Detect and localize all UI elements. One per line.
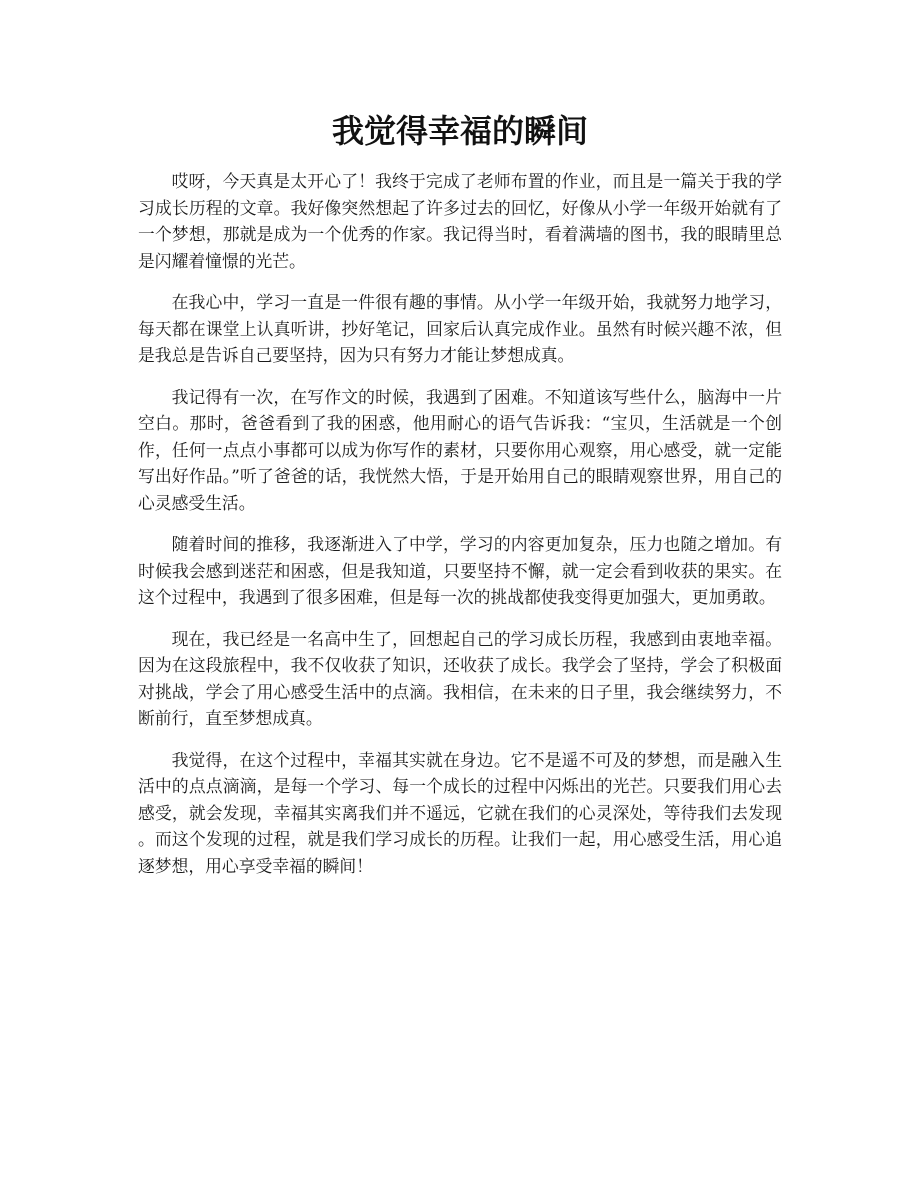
paragraph-5: 现在，我已经是一名高中生了，回想起自己的学习成长历程，我感到由衷地幸福。因为在这段旅程中，我不仅收获了知识，还收获了成长。我学会了坚持，学会了积极面对挑战，学会了用心感受生活中的点滴。我相信，在未来的日子里，我会继续努力，不断前行，直至梦想成真。 [138,628,782,728]
document-body [138,168,782,894]
paragraph-6: 我觉得，在这个过程中，幸福其实就在身边。它不是遥不可及的梦想，而是融入生活中的点点滴滴，是每一个学习、每一个成长的过程中闪烁出的光芒。只要我们用心去感受，就会发现，幸福其实离我们并不遥远，它就在我们的心灵深处，等待我们去发现。而这个发现的过程，就是我们学习成长的历程。让我们一起，用心感受生活，用心追逐梦想，用心享受幸福的瞬间！ [138,749,782,876]
paragraph-4: 随着时间的推移，我逐渐进入了中学，学习的内容更加复杂，压力也随之增加。有时候我会感到迷茫和困惑，但是我知道，只要坚持不懈，就一定会看到收获的果实。在这个过程中，我遇到了很多困难，但是每一次的挑战都使我变得更加强大，更加勇敢。 [138,534,782,607]
paragraph-3: 我记得有一次，在写作文的时候，我遇到了困难。不知道该写些什么，脑海中一片空白。那时，爸爸看到了我的困惑，他用耐心的语气告诉我：“宝贝，生活就是一个创作，任何一点点小事都可以成为你写作的素材，只要你用心观察，用心感受，就一定能写出好作品。”听了爸爸的话，我恍然大悟，于是开始用自己的眼睛观察世界，用自己的心灵感受生活。 [138,386,782,513]
paragraph-2: 在我心中，学习一直是一件很有趣的事情。从小学一年级开始，我就努力地学习，每天都在课堂上认真听讲，抄好笔记，回家后认真完成作业。虽然有时候兴趣不浓，但是我总是告诉自己要坚持，因为只有努力才能让梦想成真。 [138,292,782,365]
document-title: 我觉得幸福的瞬间 [331,112,588,150]
paragraph-1: 哎呀，今天真是太开心了！我终于完成了老师布置的作业，而且是一篇关于我的学习成长历程的文章。我好像突然想起了许多过去的回忆，好像从小学一年级开始就有了一个梦想，那就是成为一个优秀的作家。我记得当时，看着满墙的图书，我的眼睛里总是闪耀着憧憬的光芒。 [138,171,782,271]
